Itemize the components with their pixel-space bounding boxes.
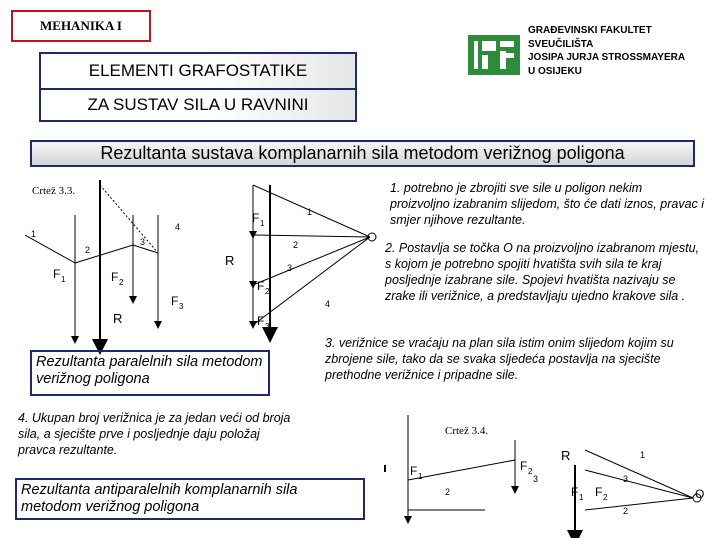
antiparallel-forces-box: Rezultanta antiparalelnih komplanarnih sila metodom verižnog poligona	[15, 478, 365, 520]
svg-text:2: 2	[293, 240, 299, 250]
force-label-f3: F	[171, 294, 179, 308]
title-line-2: ZA SUSTAV SILA U RAVNINI	[39, 90, 357, 122]
svg-text:F: F	[252, 211, 260, 225]
svg-text:2: 2	[623, 506, 629, 516]
svg-text:F: F	[571, 485, 579, 499]
svg-text:R: R	[561, 448, 571, 463]
svg-text:3: 3	[533, 474, 539, 484]
force-label-f2: F	[111, 270, 119, 284]
svg-text:R: R	[225, 253, 235, 268]
title-line-1: ELEMENTI GRAFOSTATIKE	[39, 52, 357, 90]
faculty-line: U OSIJEKU	[528, 65, 582, 77]
svg-text:2: 2	[119, 278, 124, 287]
rope-label: 4	[175, 222, 181, 232]
slide-subtitle: Rezultanta sustava komplanarnih sila metodom verižnog poligona	[30, 140, 695, 167]
force-label-r: R	[113, 311, 123, 326]
funicular-polygon-diagram	[25, 175, 395, 355]
svg-text:1: 1	[307, 207, 313, 217]
svg-text:1: 1	[579, 493, 584, 502]
faculty-line: JOSIPA JURJA STROSSMAYERA	[528, 52, 686, 63]
svg-text:3: 3	[623, 474, 629, 484]
step-1: 1. potrebno je zbrojiti sve sile u poligon nekim proizvoljno izabranim slijedom, što će dati iznos, pravac i smjer njihove rezultante.	[390, 181, 705, 227]
svg-text:1: 1	[61, 275, 66, 284]
svg-text:1: 1	[640, 450, 646, 460]
rope-label: 1	[31, 229, 37, 239]
parallel-forces-box: Rezultanta paralelnih sila metodom verižnog poligona	[30, 350, 270, 396]
svg-text:F: F	[410, 464, 418, 478]
faculty-name	[528, 24, 685, 78]
svg-text:1: 1	[418, 472, 423, 481]
figure-label: Crtež 3.4.	[445, 425, 489, 437]
antiparallel-diagram	[375, 410, 715, 538]
svg-text:1: 1	[260, 219, 265, 228]
step-3: 3. verižnice se vraćaju na plan sila istim onim slijedom kojim su zbrojene sile, tako da se svaka sljedeća postavlja na sjecište prethodne verižnice i pripadne sile.	[325, 336, 674, 382]
faculty-line: SVEUČILIŠTA	[528, 38, 594, 50]
rope-3	[133, 245, 158, 253]
svg-text:2: 2	[528, 467, 533, 476]
svg-text:3: 3	[179, 302, 184, 311]
figure-label: Crtež 3.3.	[32, 185, 76, 197]
step-4: 4. Ukupan broj verižnica je za jedan veći od broja sila, a sjecište prve i posljednje daju položaj pravca rezultante.	[18, 411, 291, 457]
svg-text:2: 2	[445, 487, 451, 497]
rope-1	[25, 235, 75, 263]
step-2: 2. Postavlja se točka O na proizvoljno izabranom mjestu, s kojom je potrebno spojiti hvatišta svih sila te kraj posljednje izabrane sile. Spojevi hvatišta nazivaju se zrake ili verižnice, a predstavljaju ujedno krakove sila .	[385, 241, 700, 303]
faculty-line: GRAĐEVINSKI FAKULTET	[528, 25, 652, 36]
svg-text:F: F	[595, 485, 603, 499]
faculty-logo-icon	[468, 35, 520, 75]
svg-text:2: 2	[265, 287, 270, 296]
svg-text:2: 2	[603, 493, 608, 502]
svg-text:F: F	[257, 279, 265, 293]
force-label-f1: F	[53, 267, 61, 281]
rope-2	[75, 245, 133, 263]
rope-label: 3	[140, 237, 146, 247]
svg-text:F: F	[520, 459, 528, 473]
svg-text:O: O	[695, 487, 705, 501]
svg-text:3: 3	[265, 322, 270, 331]
rope-label: 2	[85, 245, 91, 255]
course-label: MEHANIKA I	[11, 10, 151, 42]
svg-text:F: F	[257, 314, 265, 328]
svg-text:3: 3	[287, 263, 293, 273]
svg-text:4: 4	[325, 299, 331, 309]
rope-4	[100, 185, 158, 253]
